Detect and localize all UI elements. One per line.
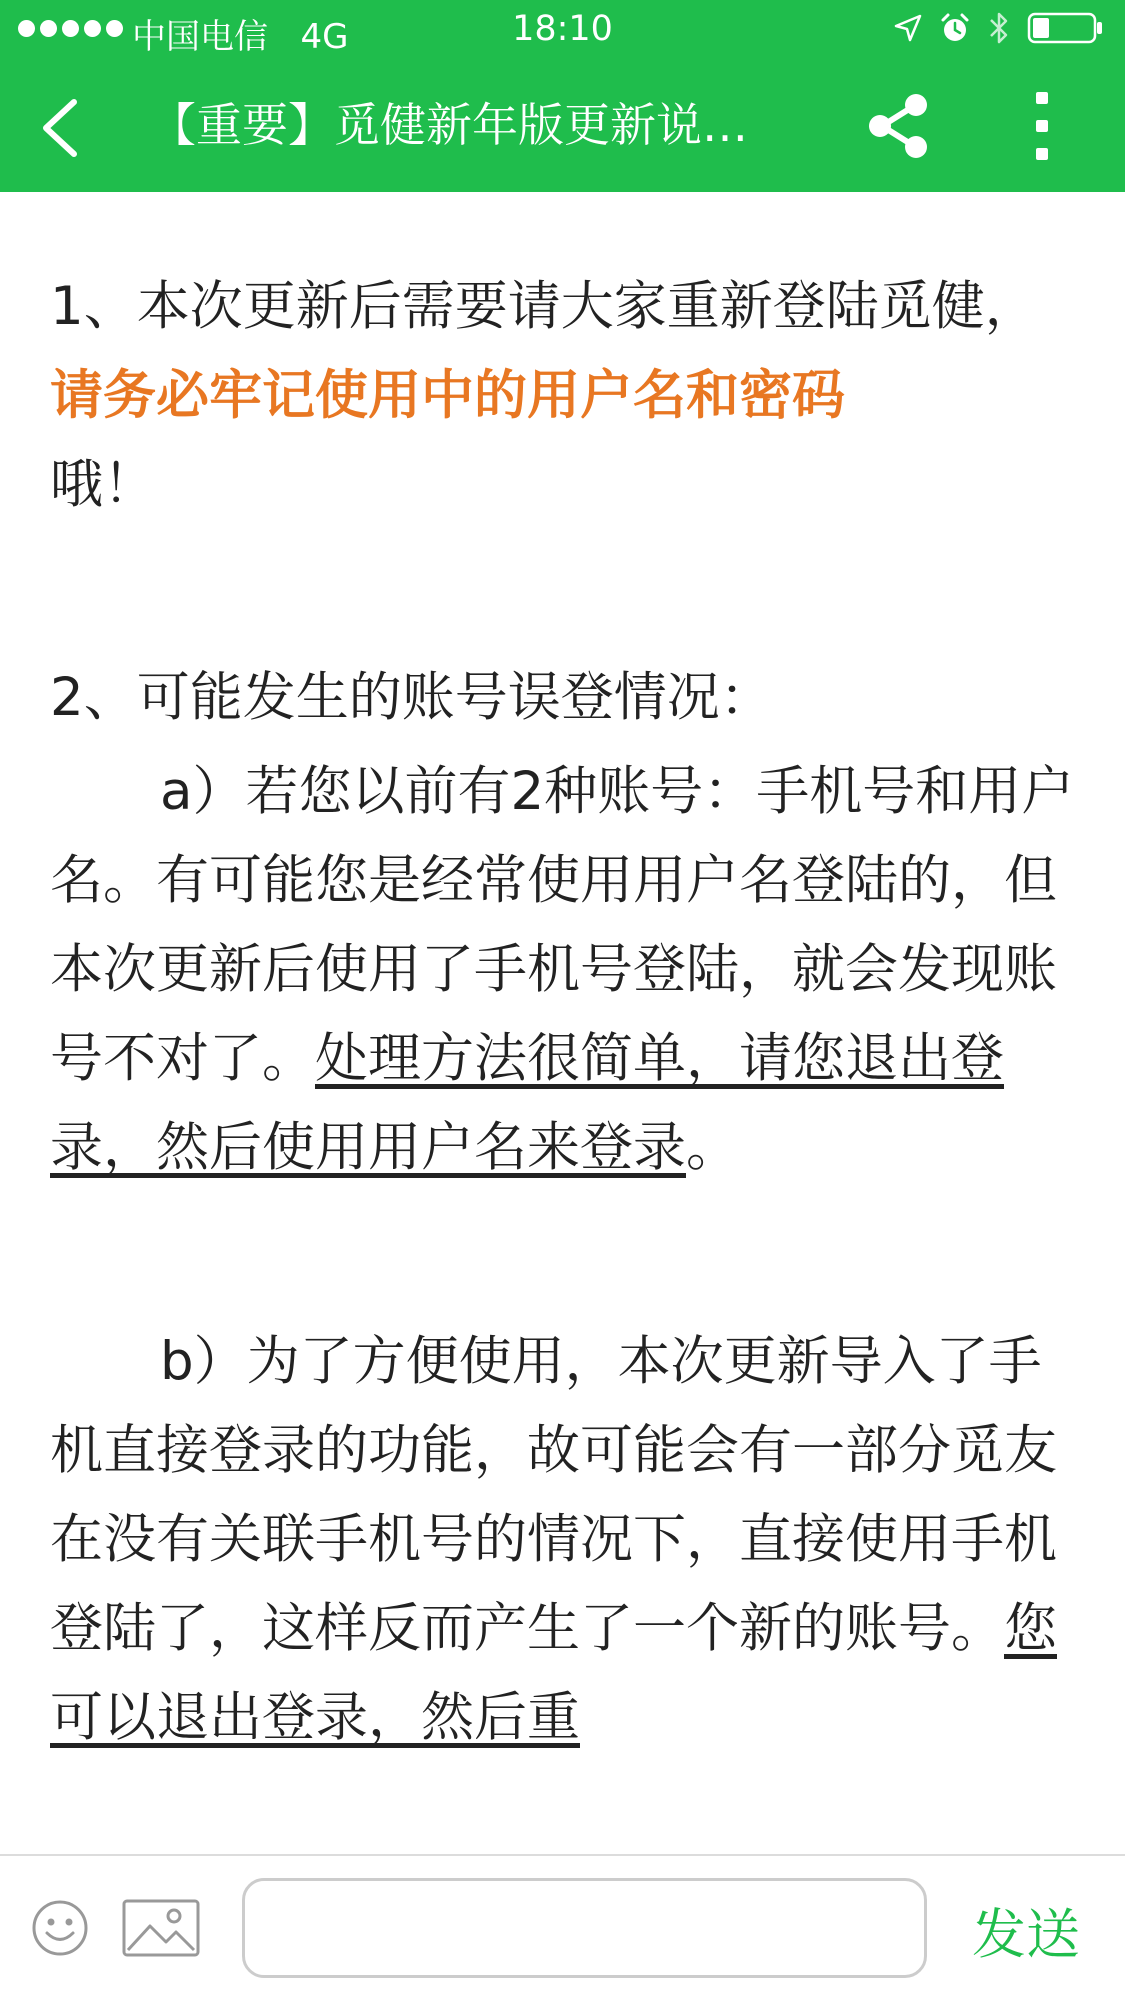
status-icons xyxy=(893,10,1105,46)
paragraph-2a-underline: 处理方法很简单，请您退出登录，然后使用用户名来登录 xyxy=(50,1028,1004,1178)
spacer xyxy=(50,1192,1080,1317)
paragraph-2b xyxy=(50,1317,1080,1762)
paragraph-2a-text: a）若您以前有2种账号：手机号和用户名。有可能您是经常使用用户名登陆的，但本次更新后使用了手机号登陆，就会发现账号不对了。 xyxy=(50,761,1075,1089)
spacer xyxy=(50,529,1080,653)
smiley-icon xyxy=(30,1898,90,1958)
more-button[interactable] xyxy=(1020,90,1064,162)
image-button[interactable] xyxy=(122,1898,200,1958)
image-icon xyxy=(122,1898,200,1958)
bluetooth-icon xyxy=(987,10,1011,46)
location-arrow-icon xyxy=(893,13,923,43)
send-button[interactable]: 发送 xyxy=(972,1892,1080,1969)
back-button[interactable] xyxy=(22,88,102,168)
paragraph-2b-underline: 您可以退出登录，然后重 xyxy=(50,1598,1057,1748)
battery-icon xyxy=(1027,11,1105,45)
chevron-left-icon xyxy=(22,88,102,168)
emoji-button[interactable] xyxy=(30,1898,90,1958)
message-input[interactable] xyxy=(242,1878,927,1978)
carrier-name: 中国电信 xyxy=(132,17,268,57)
paragraph-1 xyxy=(50,262,1080,529)
share-icon xyxy=(862,90,934,162)
paragraph-2-heading: 2、可能发生的账号误登情况： xyxy=(50,667,773,728)
network-type: 4G xyxy=(300,17,349,57)
nav-bar xyxy=(0,60,1125,192)
status-time: 18:10 xyxy=(512,9,613,49)
article-body xyxy=(50,262,1080,1762)
page-title: 【重要】觅健新年版更新说… xyxy=(150,98,748,152)
paragraph-1-end: 哦！ xyxy=(50,454,156,515)
paragraph-2b-text: b）为了方便使用，本次更新导入了手机直接登录的功能，故可能会有一部分觅友在没有关联手机号的情况下，直接使用手机登陆了，这样反而产生了一个新的账号。 xyxy=(50,1331,1057,1659)
share-button[interactable] xyxy=(862,90,934,162)
paragraph-1-text: 1、本次更新后需要请大家重新登陆觅健， xyxy=(50,276,1038,337)
more-vertical-icon xyxy=(1020,90,1064,162)
status-bar xyxy=(0,0,1125,60)
paragraph-2a-end: 。 xyxy=(686,1117,739,1178)
paragraph-2a xyxy=(50,747,1080,1192)
alarm-clock-icon xyxy=(939,12,971,44)
paragraph-1-highlight: 请务必牢记使用中的用户名和密码 xyxy=(50,365,845,426)
comment-input-bar xyxy=(0,1854,1125,2001)
